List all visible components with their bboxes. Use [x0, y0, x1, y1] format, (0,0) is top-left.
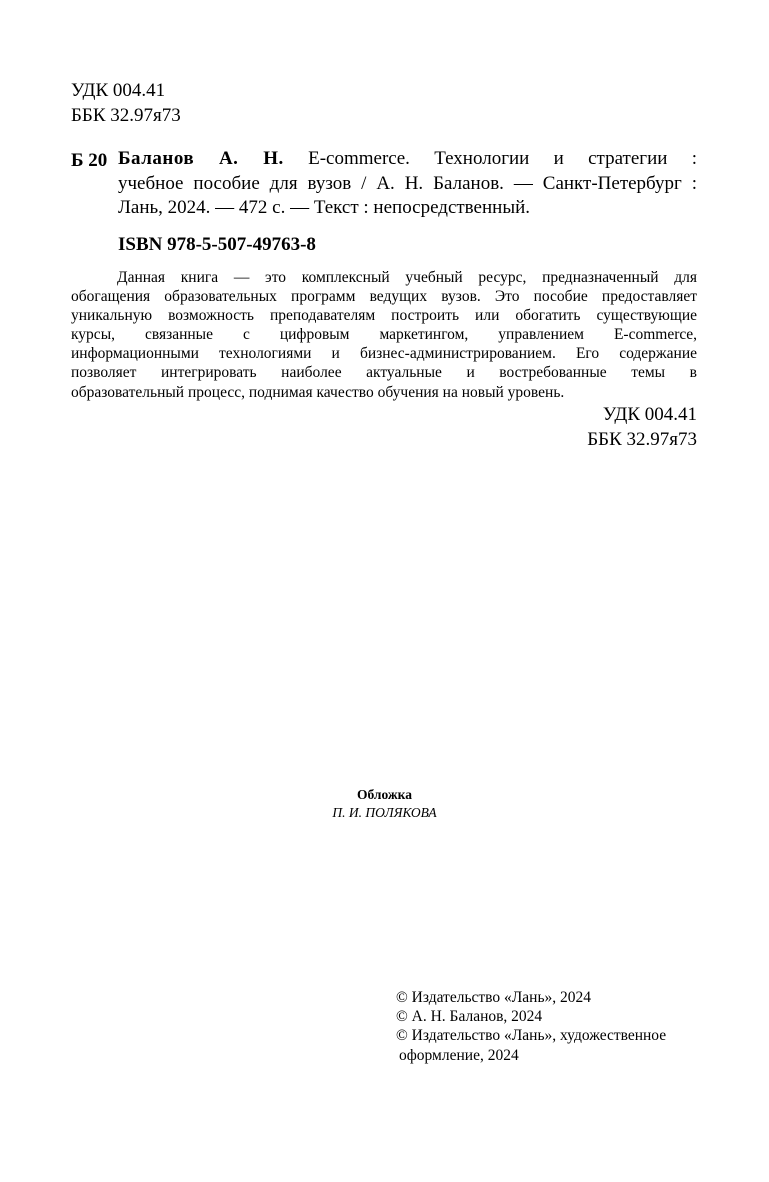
bbk-code-repeat: ББК 32.97я73 — [587, 429, 697, 450]
book-title: E-commerce. Технологии и стратегии : — [283, 148, 698, 169]
bbk-code: ББК 32.97я73 — [71, 105, 181, 126]
abstract-line: информационными технологиями и бизнес-администрированием. Его содержание — [71, 345, 697, 363]
abstract-line: уникальную возможность преподавателям построить или обогатить существующие — [71, 307, 697, 325]
copyright-line: © А. Н. Баланов, 2024 — [396, 1008, 543, 1026]
copyright-line: © Издательство «Лань», художественное — [396, 1027, 667, 1045]
catalog-code: Б 20 — [71, 150, 108, 171]
udk-code-repeat: УДК 004.41 — [602, 404, 697, 425]
copyright-block — [396, 988, 666, 1065]
bibliographic-record — [118, 147, 697, 221]
bibliographic-line-1 — [118, 147, 697, 172]
isbn: ISBN 978-5-507-49763-8 — [118, 234, 316, 255]
cover-label: Обложка — [356, 787, 412, 802]
author-name: Баланов А. Н. — [118, 148, 284, 169]
copyright-line: © Издательство «Лань», 2024 — [396, 989, 592, 1006]
abstract-line: позволяет интегрировать наиболее актуальные и востребованные темы в — [71, 364, 697, 382]
bibliographic-line-3: Лань, 2024. — 472 с. — Текст : непосредственный. — [118, 197, 530, 218]
copyright-line: оформление, 2024 — [399, 1046, 519, 1064]
abstract-line: Данная книга — это комплексный учебный ресурс, предназначенный для — [117, 269, 697, 286]
abstract-line: курсы, связанные с цифровым маркетингом, управлением E-commerce, — [71, 326, 697, 344]
abstract-line: обогащения образовательных программ ведущих вузов. Это пособие предоставляет — [71, 288, 697, 306]
abstract — [71, 268, 697, 402]
bibliographic-line-2: учебное пособие для вузов / А. Н. Баланов. — Санкт-Петербург : — [118, 172, 697, 194]
udk-code: УДК 004.41 — [71, 80, 166, 101]
cover-designer: П. И. ПОЛЯКОВА — [332, 805, 437, 820]
abstract-line: образовательный процесс, поднимая качество обучения на новый уровень. — [71, 383, 565, 401]
